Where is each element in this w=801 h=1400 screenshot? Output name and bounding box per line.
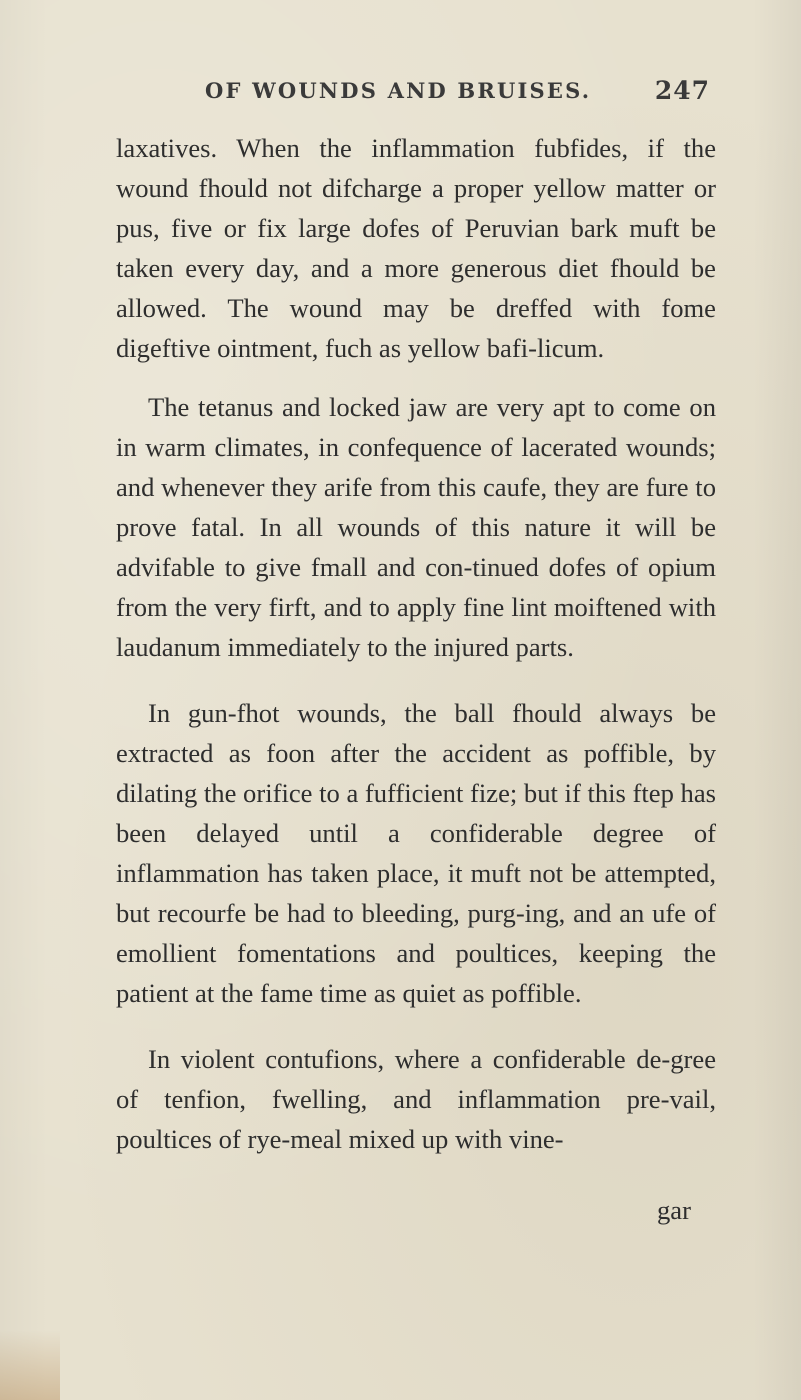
paragraph-text: In gun-fhot wounds, the ball fhould always be extracted as foon after the accident as poffible, by dilating the orifice to a fufficient fize; but if this ftep has been delayed until a confiderable degree of inflammation has taken place, it muft not be attempted, but recourfe be had to bleeding, purg-ing, and an ufe of emollient fomentations and poultices, keeping the patient at the fame time as quiet as poffible. — [116, 698, 716, 1008]
paragraph-4 — [116, 1039, 716, 1159]
running-head — [205, 78, 710, 112]
running-title: OF WOUNDS AND BRUISES. — [205, 78, 592, 103]
page-edge-stain — [0, 1330, 60, 1400]
paragraph-text: In violent contufions, where a confiderable de-gree of tenfion, fwelling, and inflammation pre-vail, poultices of rye-meal mixed up with vine- — [116, 1044, 716, 1154]
paragraph-3 — [116, 693, 716, 1013]
paragraph-text: The tetanus and locked jaw are very apt to come on in warm climates, in confequence of lacerated wounds; and whenever they arife from this caufe, they are fure to prove fatal. In all wounds of this nature it will be advifable to give fmall and con-tinued dofes of opium from the very firft, and to apply fine lint moiftened with laudanum immediately to the injured parts. — [116, 392, 716, 662]
catchword: gar — [657, 1195, 691, 1225]
paragraph-2 — [116, 387, 716, 667]
page-number: 247 — [654, 76, 710, 105]
paragraph-1 — [116, 128, 716, 368]
paragraph-text: laxatives. When the inflammation fubfides, if the wound fhould not difcharge a proper yellow matter or pus, five or fix large dofes of Peruvian bark muft be taken every day, and a more generous diet fhould be allowed. The wound may be dreffed with fome digeftive ointment, fuch as yellow bafi-licum. — [116, 133, 716, 363]
